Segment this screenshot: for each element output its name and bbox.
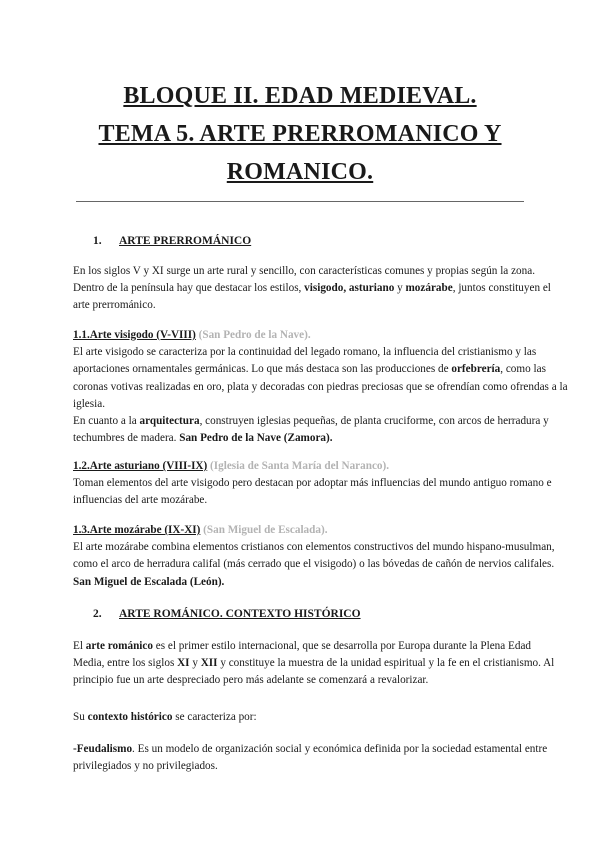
paragraph-line [73, 741, 548, 758]
subsection-1-1-title: 1.1.Arte visigodo (V-VIII) [73, 329, 196, 341]
section-2-heading [93, 606, 361, 622]
bold-term-orfebreria: orfebrería [451, 363, 501, 376]
intro-bold-styles: visigodo, asturiano [304, 282, 395, 295]
subsection-1-2-heading [73, 458, 531, 475]
subsection-1-3-heading [73, 522, 531, 539]
section-2-paragraph-1 [73, 638, 555, 690]
paragraph-line [73, 413, 549, 430]
paragraph-text: Su [73, 711, 88, 723]
paragraph-line [73, 361, 546, 378]
paragraph-line [73, 638, 531, 655]
subsection-1-1 [73, 327, 568, 447]
paragraph-line: El arte visigodo se caracteriza por la continuidad del legado romano, la influencia del cristianismo y las [73, 346, 537, 359]
subsection-1-3-example: (San Miguel de Escalada). [200, 524, 328, 536]
subsection-1-2-example: (Iglesia de Santa María del Naranco). [207, 460, 390, 472]
subsection-1-2 [73, 458, 552, 510]
intro-line-1: En los siglos V y XI surge un arte rural y sencillo, con características comunes y propias según la zona. [73, 265, 535, 277]
section-1-heading [93, 233, 251, 249]
paragraph-text: El [73, 640, 86, 652]
paragraph-text: Media, entre los siglos [73, 657, 178, 670]
document-title [60, 77, 540, 191]
intro-text: y [394, 282, 406, 295]
bold-term-arquitectura: arquitectura [139, 414, 200, 427]
paragraph-line: iglesia. [73, 397, 106, 410]
paragraph-line [73, 655, 555, 672]
paragraph-text: , como las [500, 363, 546, 376]
paragraph-line [73, 574, 531, 591]
paragraph-text: y [189, 657, 201, 670]
paragraph-text: es el primer estilo internacional, que se desarrolla por Europa durante la Plena Edad [152, 640, 532, 652]
paragraph-line: privilegiados y no privilegiados. [73, 760, 218, 773]
paragraph-line [73, 709, 531, 726]
subsection-1-3 [73, 522, 555, 591]
paragraph-text: aportaciones ornamentales germánicas. Lo que más destaca son las producciones de [73, 363, 452, 376]
section-2-number: 2. [93, 608, 102, 620]
bold-term-arte-romanico: arte románico [85, 640, 153, 652]
title-line-2: TEMA 5. ARTE PRERROMANICO Y [98, 121, 502, 147]
bold-example-san-miguel: San Miguel de Escalada (León). [73, 575, 225, 588]
section-2-paragraph-3 [73, 741, 548, 775]
paragraph-text: techumbres de madera. [73, 432, 180, 445]
paragraph-text: y constituye la muestra de la unidad espiritual y la fe en el cristianismo. Al [217, 657, 555, 670]
paragraph-line: Toman elementos del arte visigodo pero destacan por adoptar más influencias del mundo antiguo romano e [73, 477, 552, 490]
title-line-3: ROMANICO. [226, 159, 374, 185]
paragraph-line: como el arco de herradura califal (más cerrado que el visigodo) o las bóvedas de cañón de nervios califales. [73, 558, 555, 571]
section-2-title: ARTE ROMÁNICO. CONTEXTO HISTÓRICO [119, 608, 361, 620]
bold-century-xii: XII [200, 657, 218, 670]
paragraph-text: En cuanto a la [73, 414, 140, 427]
bold-term-feudalismo: -Feudalismo [73, 743, 133, 755]
paragraph-line: influencias del arte mozárabe. [73, 494, 208, 507]
intro-line-3: arte prerrománico. [73, 299, 156, 312]
paragraph-text: . Es un modelo de organización social y económica definida por la sociedad estamental entre [132, 743, 548, 755]
bold-term-contexto: contexto histórico [87, 711, 173, 723]
bold-example-san-pedro: San Pedro de la Nave (Zamora). [179, 432, 333, 445]
subsection-1-2-title: 1.2.Arte asturiano (VIII-IX) [73, 460, 208, 472]
intro-bold-mozarabe: mozárabe [405, 282, 453, 295]
paragraph-line: coronas votivas realizadas en oro, plata y decoradas con piedras preciosas que se ofrendían como ofrendas a la [73, 380, 568, 393]
intro-text: , juntos constituyen el [452, 282, 551, 295]
title-divider [76, 201, 524, 202]
bold-century-xi: XI [177, 657, 190, 670]
paragraph-line [73, 430, 531, 447]
paragraph-line: principio fue un arte despreciado pero más adelante se comenzará a revalorizar. [73, 674, 429, 687]
subsection-1-3-title: 1.3.Arte mozárabe (IX-XI) [73, 524, 201, 536]
intro-text: Dentro de la península hay que destacar los estilos, [73, 282, 305, 295]
paragraph-line: El arte mozárabe combina elementos cristianos con elementos constructivos del mundo hispano-musulman, [73, 541, 555, 554]
intro-line-2 [73, 280, 551, 297]
section-2-paragraph-2 [73, 709, 531, 726]
section-1-number: 1. [93, 235, 102, 247]
paragraph-text: se caracteriza por: [172, 711, 257, 723]
subsection-1-1-example: (San Pedro de la Nave). [195, 329, 311, 341]
subsection-1-1-heading [73, 327, 531, 344]
section-1-intro [73, 263, 551, 315]
title-line-1: BLOQUE II. EDAD MEDIEVAL. [123, 83, 477, 109]
section-1-title: ARTE PRERROMÁNICO [119, 235, 252, 247]
paragraph-text: , construyen iglesias pequeñas, de planta cruciforme, con arcos de herradura y [199, 414, 549, 427]
